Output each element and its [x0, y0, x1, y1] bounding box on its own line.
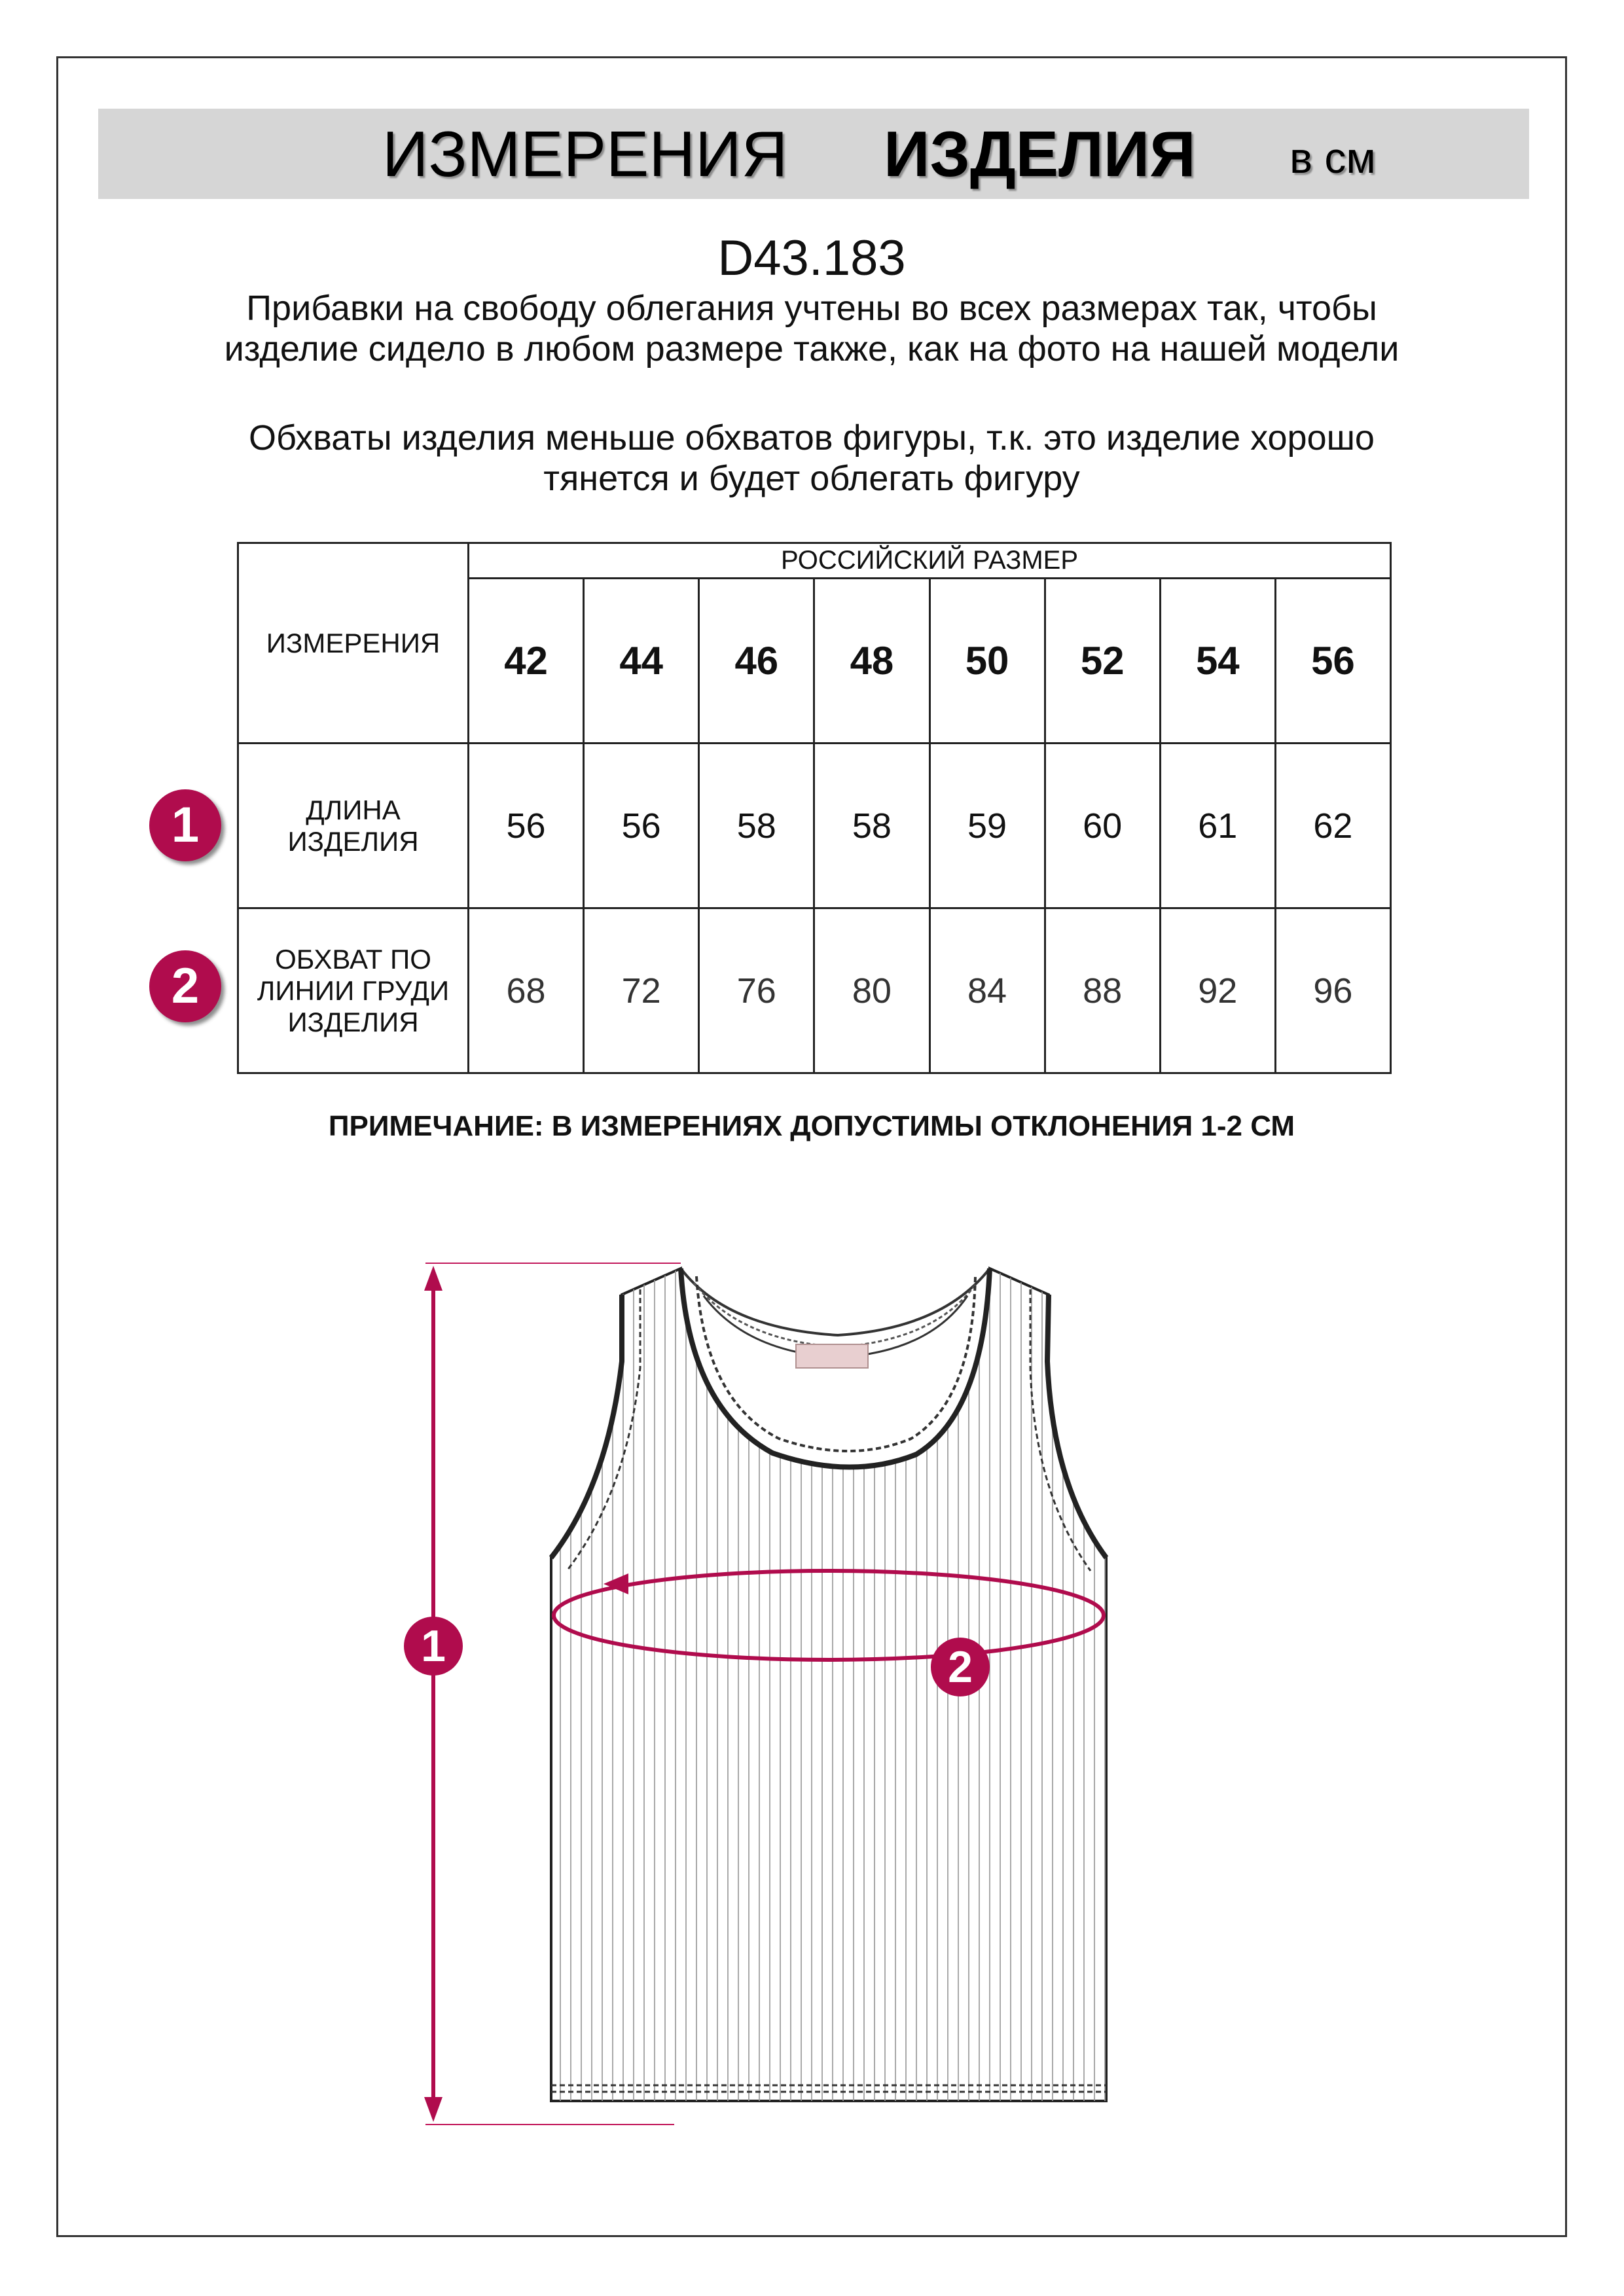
table-cell: 56 — [584, 744, 699, 908]
table-cell: 68 — [469, 908, 584, 1073]
description-fit: Прибавки на свободу облегания учтены во всех размерах так, чтобы изделие сидело в любом размере также, как на фото на нашей модели — [224, 289, 1399, 368]
table-cell: 96 — [1275, 908, 1390, 1073]
header-title-regular: ИЗМЕРЕНИЯ — [382, 118, 788, 190]
size-system-header: РОССИЙСКИЙ РАЗМЕР — [469, 543, 1391, 579]
back-neck-band — [681, 1268, 990, 1335]
size-46: 46 — [699, 579, 814, 744]
size-54: 54 — [1160, 579, 1275, 744]
size-52: 52 — [1045, 579, 1160, 744]
size-44: 44 — [584, 579, 699, 744]
table-cell: 62 — [1275, 744, 1390, 908]
size-42: 42 — [469, 579, 584, 744]
length-marker: 1 — [404, 1617, 463, 1676]
table-cell: 76 — [699, 908, 814, 1073]
row-number-badge-2: 2 — [149, 950, 221, 1022]
table-cell: 72 — [584, 908, 699, 1073]
table-cell: 80 — [814, 908, 929, 1073]
row-label-length: ДЛИНА ИЗДЕЛИЯ — [238, 744, 469, 908]
size-48: 48 — [814, 579, 929, 744]
table-cell: 59 — [929, 744, 1045, 908]
size-56: 56 — [1275, 579, 1390, 744]
table-cell: 58 — [814, 744, 929, 908]
header-unit: в см — [1290, 134, 1376, 182]
table-cell: 92 — [1160, 908, 1275, 1073]
table-cell: 60 — [1045, 744, 1160, 908]
size-50: 50 — [929, 579, 1045, 744]
measurements-header: ИЗМЕРЕНИЯ — [238, 543, 469, 744]
row-number-badge-1: 1 — [149, 789, 221, 861]
table-cell: 84 — [929, 908, 1045, 1073]
description-stretch: Обхваты изделия меньше обхватов фигуры, т.к. это изделие хорошо тянется и будет облегать фигуру — [249, 418, 1375, 498]
tolerance-note: ПРИМЕЧАНИЕ: В ИЗМЕРЕНИЯХ ДОПУСТИМЫ ОТКЛОНЕНИЯ 1-2 СМ — [328, 1110, 1295, 1142]
table-cell: 58 — [699, 744, 814, 908]
article-number: D43.183 — [717, 230, 906, 286]
chest-marker: 2 — [931, 1638, 990, 1696]
table-cell: 56 — [469, 744, 584, 908]
table-cell: 88 — [1045, 908, 1160, 1073]
row-label-chest: ОБХВАТ ПО ЛИНИИ ГРУДИ ИЗДЕЛИЯ — [238, 908, 469, 1073]
header-title-bold: ИЗДЕЛИЯ — [884, 118, 1196, 190]
table-cell: 61 — [1160, 744, 1275, 908]
garment-label — [796, 1344, 868, 1368]
